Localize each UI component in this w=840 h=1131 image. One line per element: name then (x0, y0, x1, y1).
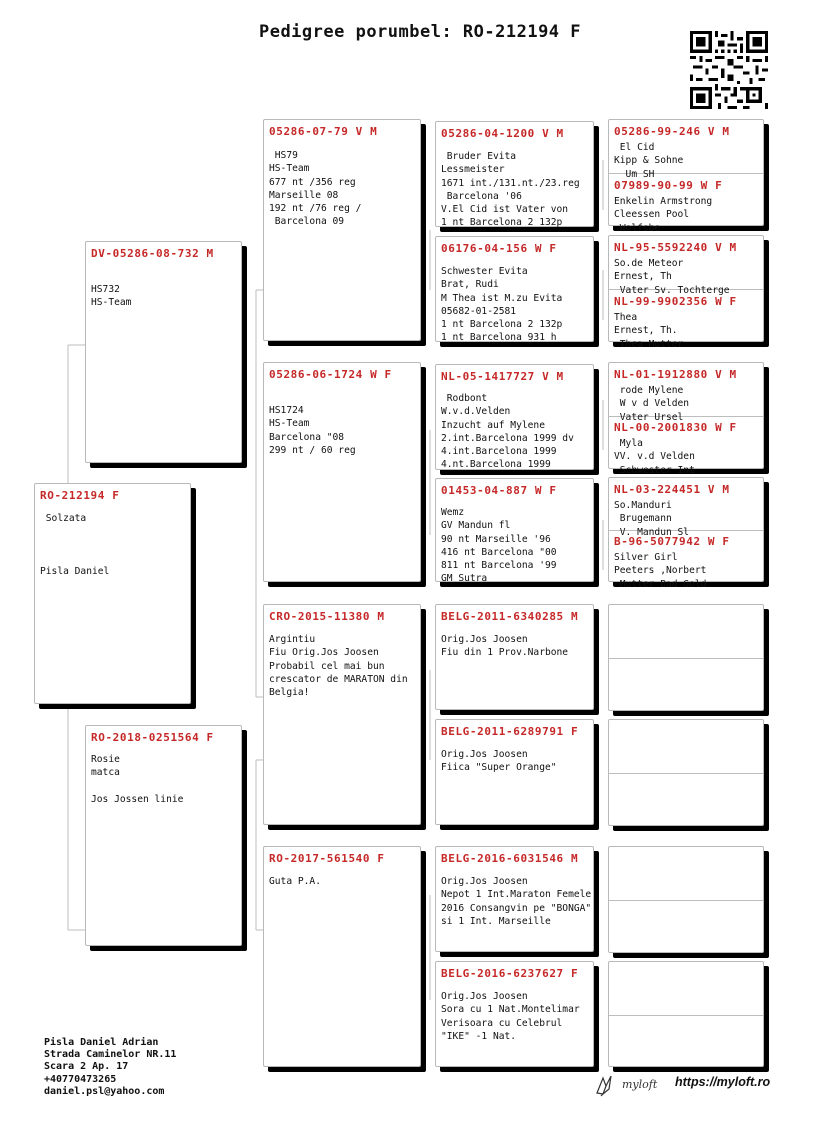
pigeon-notes: Orig.Jos Joosen Fiu din 1 Prov.Narbone (441, 634, 569, 659)
pigeon-ring-id: RO-2018-0251564 F (91, 731, 214, 744)
pigeon-notes (614, 741, 759, 772)
pigeon-ring-id[interactable]: NL-95-5592240 V M (614, 241, 737, 254)
pigeon-ring-id: BELG-2011-6340285 M (441, 610, 579, 623)
owner-email[interactable]: daniel.psl@yahoo.com (44, 1085, 165, 1097)
great-grandparent-card[interactable] (435, 604, 594, 710)
gen4-pair-box (608, 719, 764, 826)
qr-code-icon (690, 31, 768, 109)
pigeon-notes: Myla VV. v.d Velden Schwester Int (614, 438, 695, 476)
pigeon-ring-id: NL-05-1417727 V M (441, 370, 564, 383)
pigeon-notes: HS732 HS-Team (91, 284, 132, 309)
pigeon-notes (614, 868, 759, 899)
great-grandparent-card[interactable] (435, 719, 594, 825)
great-grandparent-card[interactable] (435, 364, 594, 470)
owner-street: Strada Caminelor NR.11 (44, 1049, 177, 1061)
owner-contact-block (44, 1037, 176, 1098)
owner-apartment: Scara 2 Ap. 17 (44, 1061, 129, 1073)
pigeon-notes: Bruder Evita Lessmeister 1671 int./131.nt./23.reg Barcelona '06 V.El Cid ist Vater von 1 nt Barcelona 2 132p (441, 151, 580, 229)
pigeon-notes: Enkelin Armstrong Cleessen Pool Wolfsbe (614, 196, 713, 234)
grandparent-card[interactable] (263, 604, 421, 825)
pigeon-ring-id: CRO-2015-11380 M (269, 610, 385, 623)
pigeon-ring-id: 06176-04-156 W F (441, 242, 557, 255)
brand-url-link[interactable]: https://myloft.ro (675, 1075, 771, 1089)
grandparent-card[interactable] (263, 119, 421, 341)
pigeon-notes: Orig.Jos Joosen Sora cu 1 Nat.Montelimar Verisoara cu Celebrul "IKE" -1 Nat. (441, 991, 580, 1042)
sire-card[interactable] (85, 241, 242, 463)
pigeon-notes: So.Manduri Brugemann V. Mandun Sl (614, 500, 690, 538)
grandparent-card[interactable] (263, 846, 421, 1067)
pigeon-ring-id: RO-2017-561540 F (269, 852, 385, 865)
divider (609, 1015, 763, 1016)
pigeon-ring-id: BELG-2016-6237627 F (441, 967, 579, 980)
owner-phone[interactable]: +40770473265 (44, 1073, 117, 1085)
pigeon-notes: Orig.Jos Joosen Fiica "Super Orange" (441, 749, 557, 774)
gen4-pair-box (608, 846, 764, 953)
great-grandparent-card[interactable] (435, 236, 594, 342)
pigeon-ring-id: 05286-04-1200 V M (441, 127, 564, 140)
pigeon-notes: Orig.Jos Joosen Nepot 1 Int.Maraton Femele 2016 Consangvin pe "BONGA" si 1 Int. Marseille (441, 876, 592, 927)
pigeon-notes: Thea Ernest, Th. Thea Mutter (614, 312, 684, 350)
pigeon-notes: Guta P.A. (269, 876, 321, 887)
gen4-pair-box (608, 362, 764, 476)
pigeon-notes: HS1724 HS-Team Barcelona "08 299 nt / 60 reg (269, 405, 356, 456)
pigeon-ring-id: RO-212194 F (40, 489, 120, 502)
great-grandparent-card[interactable] (435, 961, 594, 1067)
dam-card[interactable] (85, 725, 242, 946)
pigeon-ring-id[interactable]: 07989-90-99 W F (614, 179, 723, 192)
pigeon-ring-id: 05286-07-79 V M (269, 125, 378, 138)
pigeon-ring-id[interactable]: NL-01-1912880 V M (614, 368, 737, 381)
pigeon-ring-id[interactable]: NL-99-9902356 W F (614, 295, 737, 308)
brand-logo-text: myloft (622, 1078, 658, 1091)
pigeon-ring-id[interactable]: NL-03-224451 V M (614, 483, 730, 496)
gen4-pair-box (608, 604, 764, 711)
page-title: Pedigree porumbel: RO-212194 F (258, 22, 582, 42)
gen4-pair-box (608, 477, 764, 590)
pigeon-ring-id: BELG-2016-6031546 M (441, 852, 579, 865)
gen4-pair-box (608, 961, 764, 1067)
pigeon-notes: So.de Meteor Ernest, Th Vater Sv. Tochterge (614, 258, 730, 296)
gen4-pair-box (608, 119, 764, 234)
pigeon-notes: Wemz GV Mandun fl 90 nt Marseille '96 416 nt Barcelona "00 811 nt Barcelona '99 GM Sutra (441, 507, 557, 585)
pigeon-notes (614, 795, 759, 825)
pigeon-notes: El Cid Kipp & Sohne Um SH (614, 142, 684, 180)
pigeon-notes: Rodbont W.v.d.Velden Inzucht auf Mylene 2.int.Barcelona 1999 dv 4.int.Barcelona 1999 4.nt.Barcelona 1999 (441, 393, 574, 471)
pigeon-notes (614, 922, 759, 952)
pigeon-notes (614, 680, 759, 710)
great-grandparent-card[interactable] (435, 846, 594, 952)
pigeon-ring-id[interactable]: B-96-5077942 W F (614, 535, 730, 548)
pigeon-notes: Rosie matca Jos Jossen linie (91, 754, 184, 805)
great-grandparent-card[interactable] (435, 121, 594, 227)
pigeon-ring-id: BELG-2011-6289791 F (441, 725, 579, 738)
pigeon-ring-id[interactable]: 05286-99-246 V M (614, 125, 730, 138)
divider (609, 773, 763, 774)
divider (609, 658, 763, 659)
owner-name: Pisla Daniel Adrian (44, 1037, 159, 1048)
pigeon-notes (614, 983, 759, 1014)
pigeon-notes (614, 1037, 759, 1067)
pigeon-notes (614, 626, 759, 657)
grandparent-card[interactable] (263, 362, 421, 582)
gen4-pair-box (608, 235, 764, 350)
pigeon-notes: Solzata Pisla Daniel (40, 513, 110, 578)
pigeon-ring-id[interactable]: NL-00-2001830 W F (614, 421, 737, 434)
pigeon-notes: Schwester Evita Brat, Rudi M Thea ist M.zu Evita 05682-01-2581 1 nt Barcelona 2 132p 1 nt Barcelona 931 h (441, 266, 563, 344)
divider (609, 900, 763, 901)
great-grandparent-card[interactable] (435, 478, 594, 585)
pigeon-ring-id: 01453-04-887 W F (441, 484, 557, 497)
pigeon-notes: HS79 HS-Team 677 nt /356 reg Marseille 08 192 nt /76 reg / Barcelona 09 (269, 150, 362, 228)
pigeon-ring-id: DV-05286-08-732 M (91, 247, 214, 260)
pigeon-notes: Argintiu Fiu Orig.Jos Joosen Probabil cel mai bun crescator de MARATON din Belgia! (269, 634, 408, 699)
pigeon-ring-id: 05286-06-1724 W F (269, 368, 392, 381)
subject-pigeon-card[interactable] (34, 483, 191, 704)
pigeon-notes: rode Mylene W v d Velden Vater Ursel (619, 385, 690, 423)
pigeon-notes: Silver Girl Peeters ,Norbert Mutter Bad Gold (614, 552, 707, 590)
